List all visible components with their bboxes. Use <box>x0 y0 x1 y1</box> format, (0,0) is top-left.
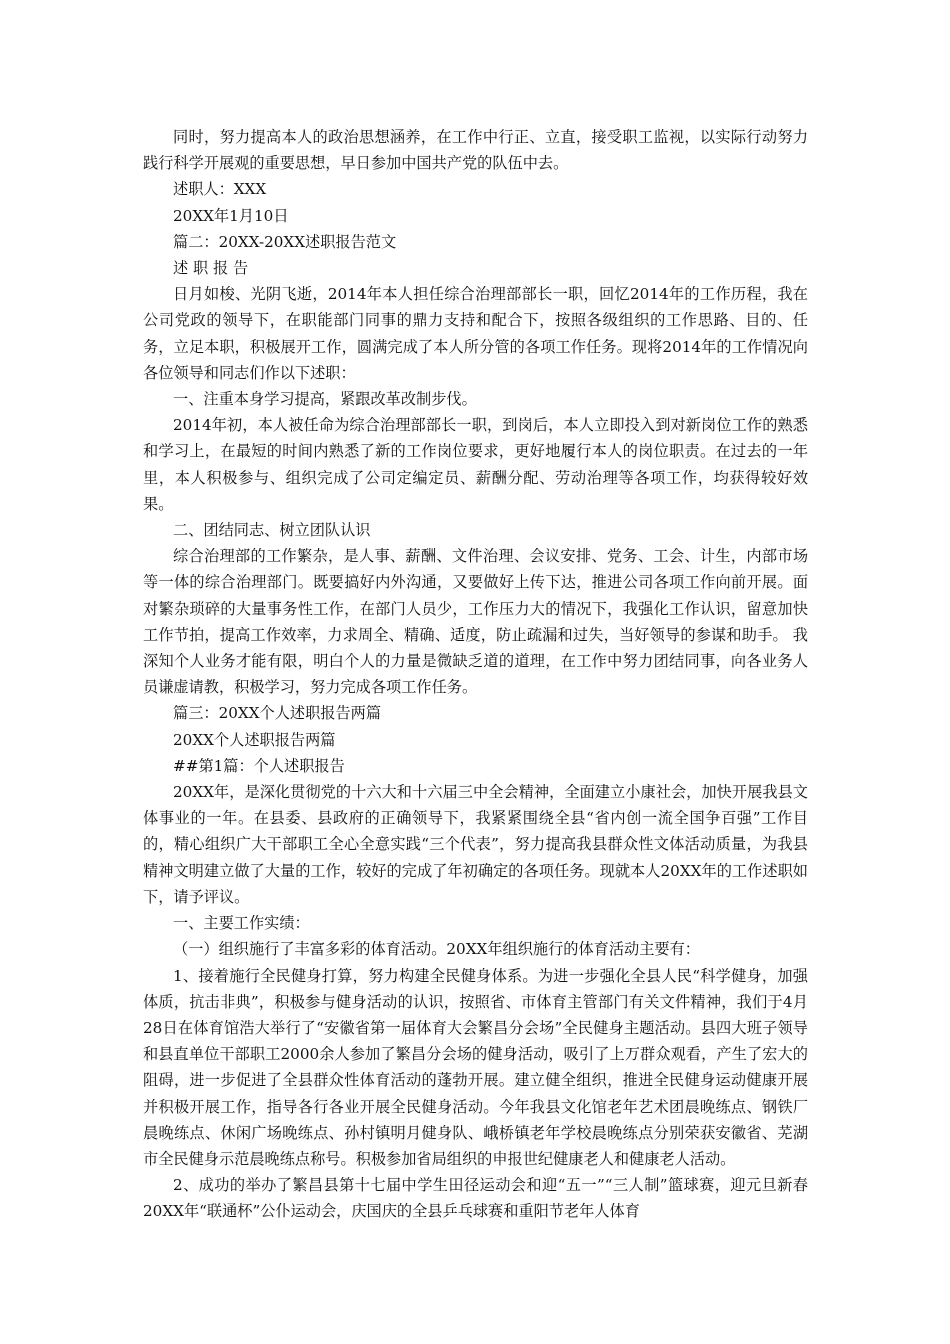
paragraph: 1、接着施行全民健身打算，努力构建全民健身体系。为进一步强化全县人民“科学健身，加强体质，抗击非典”，积极参与健身活动的认识，按照省、市体育主管部门有关文件精神，我们于4月28日在体育馆浩大举行了“安徽省第一届体育大会繁昌分会场”全民健身主题活动。县四大班子领导和县直单位干部职工2000余人参加了繁昌分会场的健身活动，吸引了上万群众观看，产生了宏大的阻碍，进一步促进了全县群众性体育活动的蓬勃开展。建立健全组织，推进全民健身运动健康开展并积极开展工作，指导各行各业开展全民健身活动。今年我县文化馆老年艺术团晨晚练点、钢铁厂晨晚练点、休闲广场晚练点、孙村镇明月健身队、峨桥镇老年学校晨晚练点分别荣获安徽省、芜湖市全民健身示范晨晚练点称号。积极参加省局组织的申报世纪健康老人和健康老人活动。 <box>143 966 808 1168</box>
report-title: 述 职 报 告 <box>173 259 249 278</box>
subheading: 一、注重本身学习提高，紧跟改革改制步伐。 <box>173 390 477 409</box>
paragraph: 日月如梭、光阴飞逝，2014年本人担任综合治理部部长一职，回忆2014年的工作历程，我在公司党政的领导下，在职能部门同事的鼎力支持和配合下，按照各级组织的工作思路、目的、任务，立足本职，积极展开工作，圆满完成了本人所分管的各项工作任务。现将2014年的工作情况向各位领导和同志们作以下述职： <box>143 285 808 382</box>
paragraph: 2014年初，本人被任命为综合治理部部长一职，到岗后，本人立即投入到对新岗位工作的熟悉和学习上，在最短的时间内熟悉了新的工作岗位要求，更好地履行本人的岗位职责。在过去的一年里，本人积极参与、组织完成了公司定编定员、薪酬分配、劳动治理等各项工作，均获得较好效果。 <box>143 416 808 513</box>
date-line: 20XX年1月10日 <box>173 206 289 225</box>
report-title: 20XX个人述职报告两篇 <box>173 730 336 749</box>
paragraph: 20XX年，是深化贯彻党的十六大和十六届三中全会精神，全面建立小康社会，加快开展我县文体事业的一年。在县委、县政府的正确领导下，我紧紧围绕全县“省内创一流全国争百强”工作目的，精心组织广大干部职工全心全意实践“三个代表”，努力提高我县群众性文体活动质量，为我县精神文明建立做了大量的工作，较好的完成了年初确定的各项任务。现就本人20XX年的工作述职如下，请予评议。 <box>143 783 808 906</box>
section-heading: 篇三：20XX个人述职报告两篇 <box>173 704 382 723</box>
section-heading: 篇二：20XX-20XX述职报告范文 <box>173 232 397 251</box>
paragraph: 2、成功的举办了繁昌县第十七届中学生田径运动会和迎“五一”“三人制”篮球赛，迎元旦新春20XX年“联通杯”公仆运动会，庆国庆的全县乒乓球赛和重阳节老年人体育 <box>143 1176 808 1221</box>
subheading: 一、主要工作实绩： <box>173 914 310 933</box>
document-page <box>143 124 808 1225</box>
paragraph: 同时，努力提高本人的政治思想涵养，在工作中行正、立直，接受职工监视，以实际行动努力践行科学开展观的重要思想，早日参加中国共产党的队伍中去。 <box>143 128 808 173</box>
paragraph: （一）组织施行了丰富多彩的体育活动。20XX年组织施行的体育活动主要有： <box>173 940 700 959</box>
subheading: ##第1篇：个人述职报告 <box>173 756 345 775</box>
subheading: 二、团结同志、树立团队认识 <box>173 521 371 540</box>
signature-line: 述职人：XXX <box>173 180 267 199</box>
paragraph: 综合治理部的工作繁杂，是人事、薪酬、文件治理、会议安排、党务、工会、计生，内部市场等一体的综合治理部门。既要搞好内外沟通，又要做好上传下达，推进公司各项工作向前开展。面对繁杂琐碎的大量事务性工作，在部门人员少，工作压力大的情况下，我强化工作认识，留意加快工作节拍，提高工作效率，力求周全、精确、适度，防止疏漏和过失，当好领导的参谋和助手。 我深知个人业务才能有限，明白个人的力量是微缺乏道的道理，在工作中努力团结同事，向各业务人员谦虚请教，积极学习，努力完成各项工作任务。 <box>143 547 808 697</box>
